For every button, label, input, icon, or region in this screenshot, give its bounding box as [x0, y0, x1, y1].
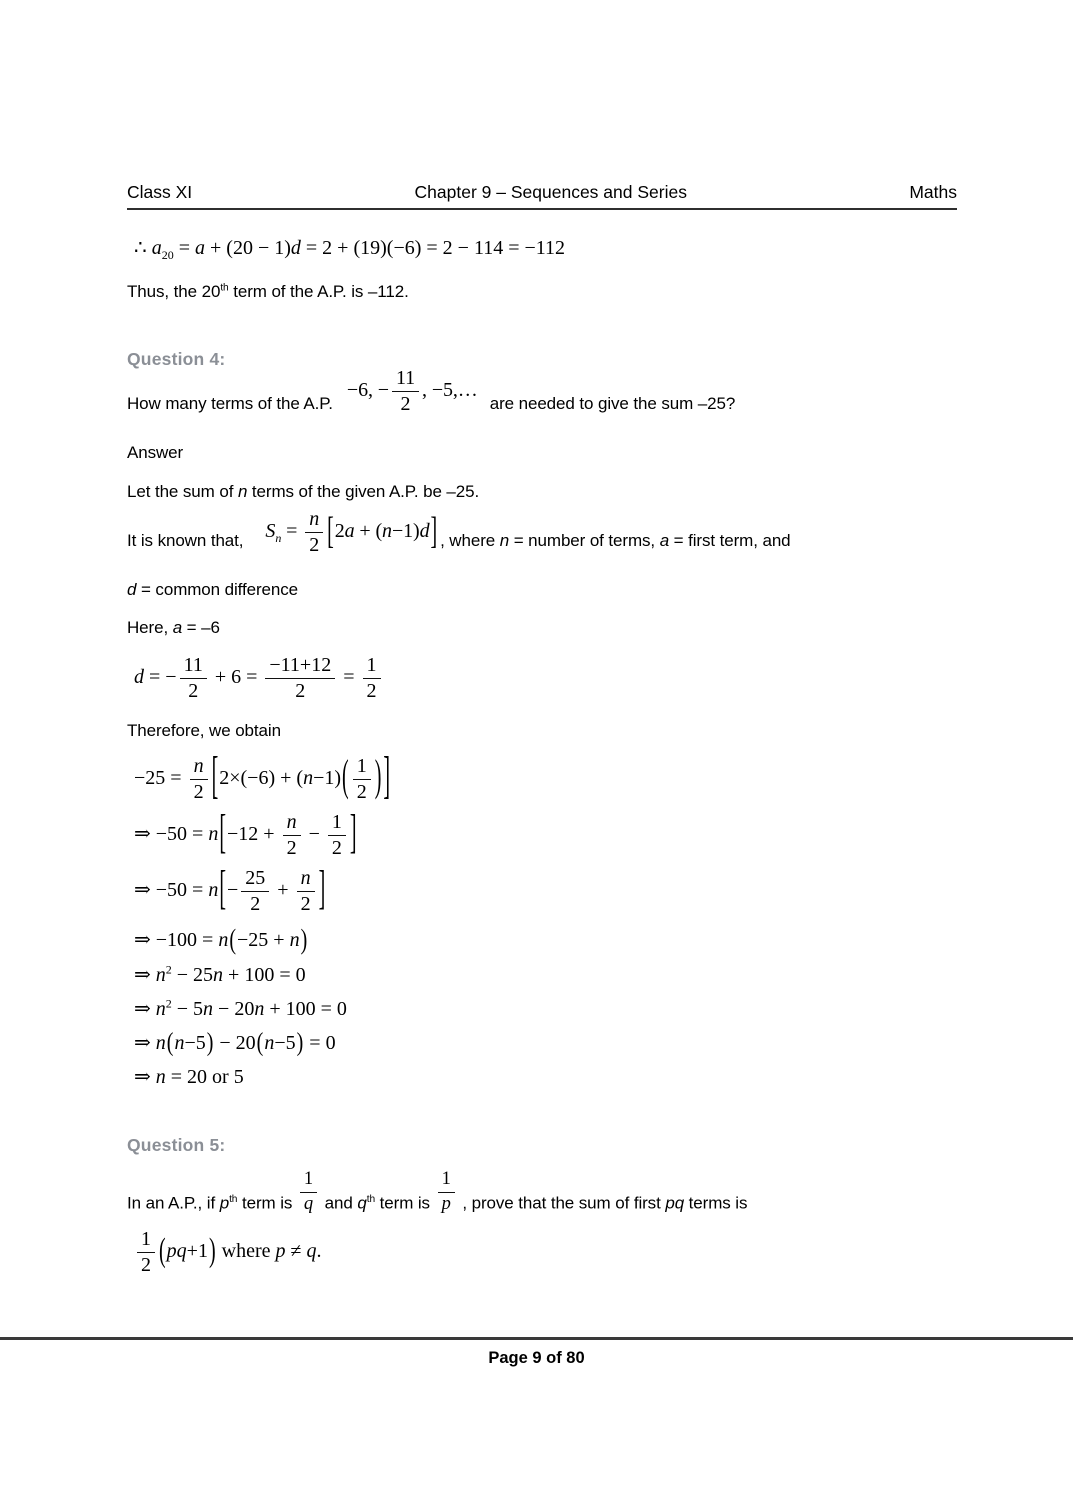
question-4-text-post: are needed to give the sum –25?: [489, 393, 736, 413]
step-equation-3: ⇒ −50 = n[− $\frac{25}{2}$ + $\frac{n}{2}$ ]: [134, 861, 326, 915]
question-4-heading: Question 4:: [127, 349, 226, 370]
step-equation-7: ⇒ n(n−5) − 20(n−5) = 0: [134, 1028, 336, 1058]
equation-a20: ∴ $a_{20} = a + (20 - 1)d = 2 + (19)(-6) = 2 - 114 = -112$: [134, 237, 566, 262]
question-5-final-equation: $\frac{1}{2}$ (pq+1) where p ≠ q.: [134, 1229, 957, 1276]
answer-label: Answer: [127, 443, 184, 463]
header-rule: [127, 182, 957, 210]
page-number: Page 9 of 80: [488, 1349, 585, 1367]
step-equation-2: ⇒ −50 = n[−12 + $\frac{n}{2}$ − $\frac{1}{2}$ ]: [134, 805, 357, 859]
header-chapter-title: Chapter 9 – Sequences and Series: [414, 182, 687, 202]
known-formula-line: [127, 508, 957, 565]
therefore-line: Therefore, we obtain: [127, 721, 281, 741]
page-header: [127, 0, 957, 210]
footer-rule: [0, 1337, 1073, 1340]
page-footer: [0, 1337, 1073, 1368]
conclusion-20th-term: Thus, the 20th term of the A.P. is –112.: [127, 282, 409, 301]
step-equation-6: ⇒ $n^2 - 5n - 20n + 100 = 0$: [134, 995, 347, 1020]
step-equation-5: ⇒ $n^2 - 25n + 100 = 0$: [134, 961, 306, 986]
header-subject-label: Maths: [909, 182, 957, 202]
let-sum-line: Let the sum of n terms of the given A.P. be –25.: [127, 481, 480, 501]
header-class-label: Class XI: [127, 182, 193, 202]
question-5-text: In an A.P., if $p^{th}$ term is $\frac{1}{q}$ and $q^{th}$ term is $\frac{1}{p}$ , prove that the sum of first pq terms is: [127, 1169, 748, 1214]
here-a-line: Here, a = –6: [127, 617, 220, 637]
known-line-pre: It is known that,: [127, 531, 244, 551]
page-body: [127, 235, 957, 1276]
known-line-post: , where n = number of terms, a = first term, and: [440, 531, 791, 551]
common-difference-line: d = common difference: [127, 580, 298, 600]
step-equation-1: −25 = $\frac{n}{2}$ [2×(−6) + (n−1)( $\frac{1}{2}$ ) ]: [134, 747, 391, 805]
question-4-text-pre: How many terms of the A.P.: [127, 393, 333, 413]
d-value-equation: d = − $\frac{11}{2}$ + 6 = $\frac{-11+12}{2}$ = $\frac{1}{2}$: [134, 655, 957, 702]
ap-sequence-equation: −6, − $\frac{11}{2}$ , −5,…: [346, 367, 478, 416]
step-equation-4: ⇒ −100 = n(−25 + n): [134, 924, 308, 956]
question-4-text: [127, 367, 957, 427]
question-5-heading: Question 5:: [127, 1135, 226, 1156]
sum-formula-equation: $S_n$ = $\frac{n}{2}$ [2a + (n−1)d]: [265, 508, 438, 557]
step-equation-8: ⇒ n = 20 or 5: [134, 1066, 244, 1089]
